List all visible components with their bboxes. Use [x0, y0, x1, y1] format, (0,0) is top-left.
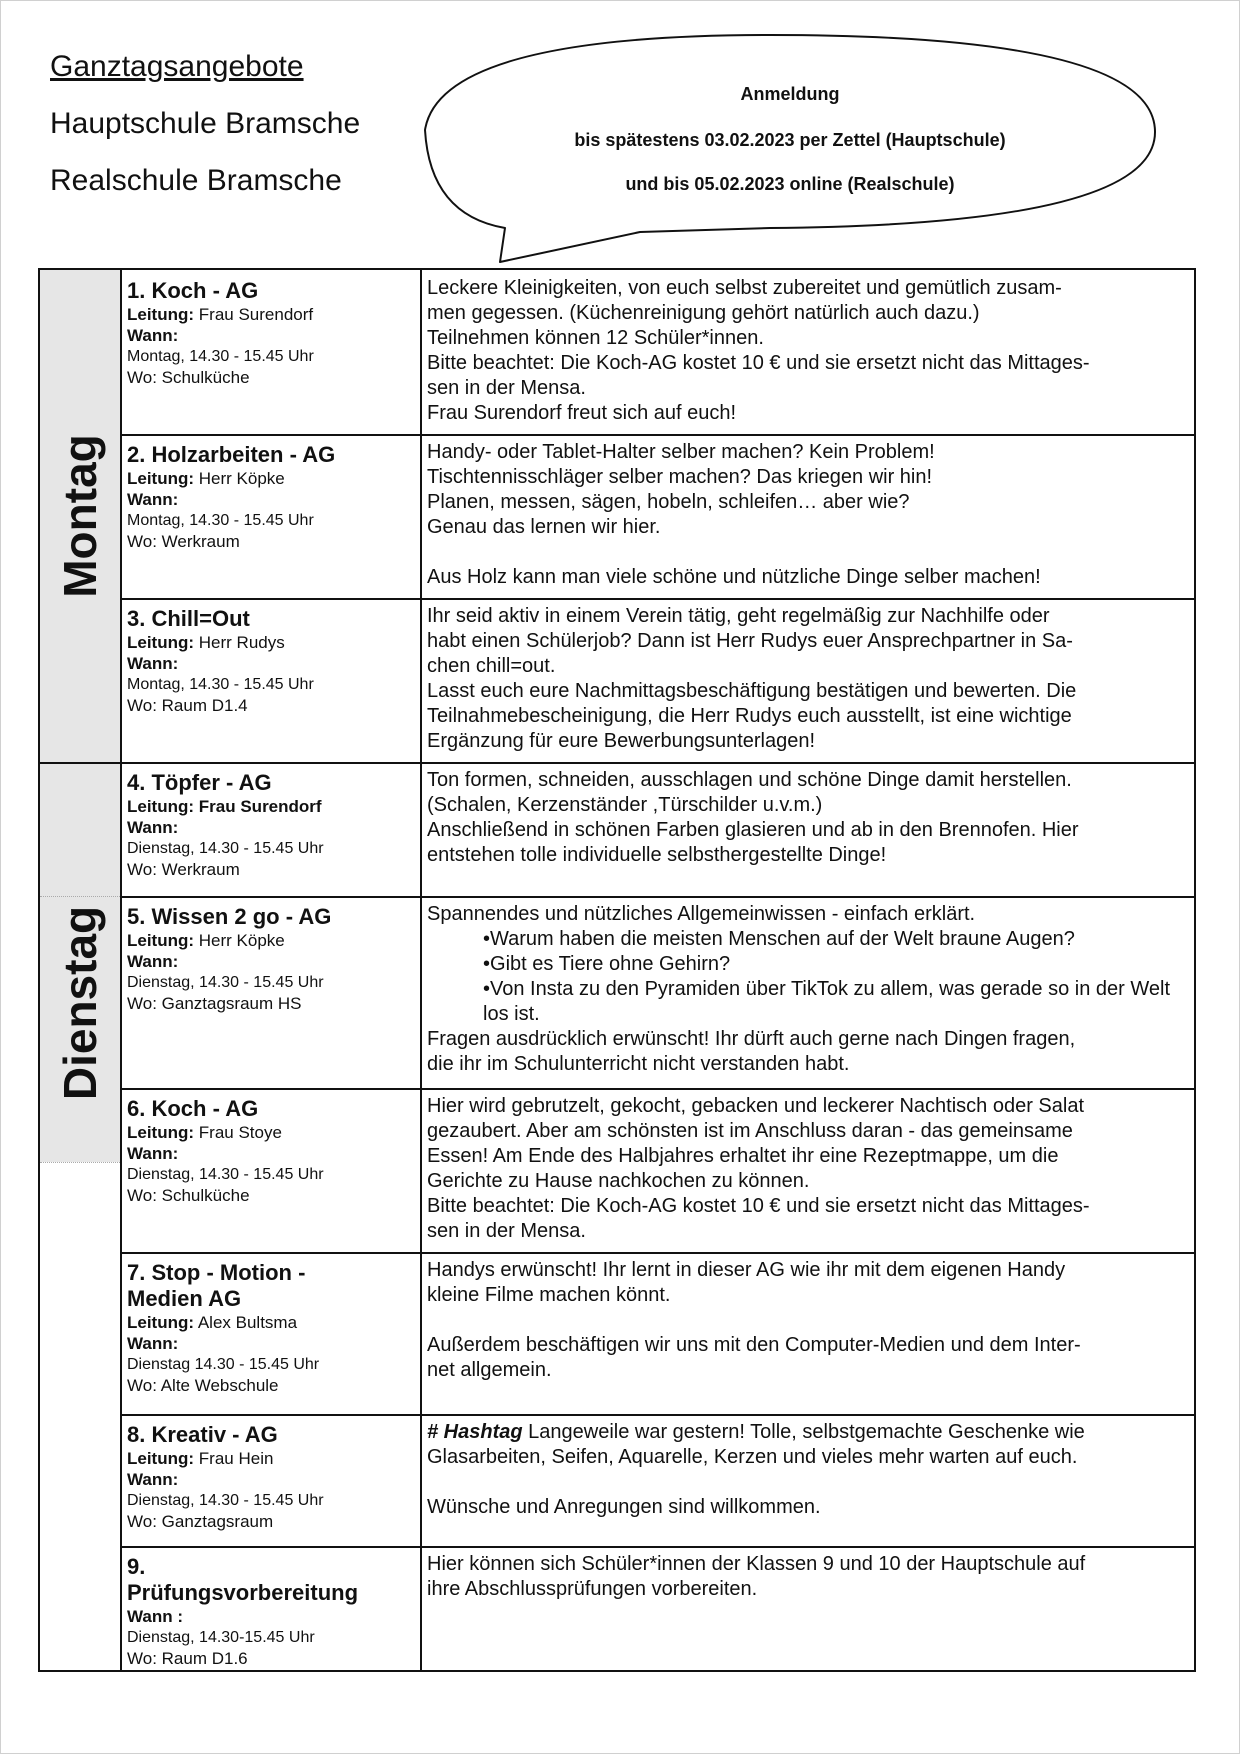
ag-title: 6. Koch - AG: [127, 1096, 259, 1121]
desc-line: Lasst euch eure Nachmittagsbeschäftigung bestätigen und bewerten. Die: [427, 680, 1077, 702]
desc-line: die ihr im Schulunterricht nicht verstanden habt.: [427, 1053, 850, 1075]
ag-location: Wo: Werkraum: [127, 532, 240, 551]
wann-label: Wann:: [127, 1144, 179, 1163]
ag-time: Montag, 14.30 - 15.45 Uhr: [127, 676, 314, 693]
ag-info-9: [127, 1554, 417, 1669]
day-label-dienstag: Dienstag: [54, 905, 106, 1100]
ag-time: Dienstag, 14.30 - 15.45 Uhr: [127, 974, 324, 991]
registration-deadline-rs: und bis 05.02.2023 online (Realschule): [625, 174, 955, 194]
desc-line: Tischtennisschläger selber machen? Das kriegen wir hin!: [427, 466, 933, 488]
desc-line: Außerdem beschäftigen wir uns mit den Computer-Medien und dem Inter-: [427, 1334, 1081, 1356]
wann-label: Wann:: [127, 1470, 179, 1489]
leitung-label: Leitung:: [127, 1123, 195, 1142]
leitung-value: Herr Köpke: [198, 469, 285, 488]
page-title: Ganztagsangebote: [50, 50, 304, 83]
ag-title: 9. Prüfungsvorbereitung: [127, 1554, 359, 1605]
leitung-value: Alex Bultsma: [197, 1313, 298, 1332]
school-name-realschule: Realschule Bramsche: [50, 164, 342, 197]
desc-line: Teilnehmen können 12 Schüler*innen.: [427, 327, 764, 349]
desc-line: Handys erwünscht! Ihr lernt in dieser AG wie ihr mit dem eigenen Handy: [427, 1259, 1066, 1281]
question-list: [427, 927, 1189, 1027]
leitung-label: Leitung:: [127, 305, 195, 324]
leitung-label: Leitung:: [127, 931, 195, 950]
bullet-item: • Warum haben die meisten Menschen auf der Welt braune Augen?: [483, 927, 1189, 952]
leitung-value: Frau Surendorf: [198, 797, 322, 816]
leitung-value: Frau Stoye: [198, 1123, 282, 1142]
day-label-monday: Montag: [54, 434, 106, 598]
ag-info-5: [127, 904, 417, 1014]
desc-line: Hier wird gebrutzelt, gekocht, gebacken und leckerer Nachtisch oder Salat: [427, 1095, 1085, 1117]
column-rule: [420, 270, 422, 1670]
ag-location: Wo: Alte Webschule: [127, 1376, 279, 1395]
leitung-value: Herr Köpke: [198, 931, 285, 950]
row-rule: [120, 1414, 1194, 1416]
ag-info-1: [127, 278, 417, 388]
desc-line: men gegessen. (Küchenreinigung gehört natürlich auch dazu.): [427, 302, 980, 324]
desc-line: (Schalen, Kerzenständer ,Türschilder u.v.m.): [427, 794, 823, 816]
desc-line: net allgemein.: [427, 1359, 552, 1381]
ag-title: 3. Chill=Out: [127, 606, 250, 631]
ag-description-4: [427, 768, 1189, 868]
wann-label: Wann:: [127, 326, 179, 345]
desc-line: Wünsche und Anregungen sind willkommen.: [427, 1496, 821, 1518]
leitung-label: Leitung:: [127, 1313, 195, 1332]
row-rule: [120, 1546, 1194, 1548]
schedule-table: [38, 268, 1196, 1672]
ag-location: Wo: Raum D1.6: [127, 1649, 248, 1668]
desc-line: Ergänzung für eure Bewerbungsunterlagen!: [427, 730, 816, 752]
leitung-label: Leitung:: [127, 633, 195, 652]
wann-label: Wann:: [127, 952, 179, 971]
wann-label: Wann :: [127, 1607, 184, 1626]
ag-location: Wo: Schulküche: [127, 1186, 250, 1205]
ag-location: Wo: Ganztagsraum: [127, 1512, 274, 1531]
ag-info-3: [127, 606, 417, 716]
ag-description-3: [427, 604, 1189, 754]
day-separator-dotted: [40, 1162, 120, 1163]
ag-title: 4. Töpfer - AG: [127, 770, 272, 795]
ag-description-2: [427, 440, 1189, 590]
desc-line: Frau Surendorf freut sich auf euch!: [427, 402, 737, 424]
desc-line: Bitte beachtet: Die Koch-AG kostet 10 € und sie ersetzt nicht das Mittages-: [427, 1195, 1090, 1217]
desc-line: Glasarbeiten, Seifen, Aquarelle, Kerzen und vieles mehr warten auf euch.: [427, 1446, 1078, 1468]
leitung-value: Frau Surendorf: [198, 305, 314, 324]
desc-line: Spannendes und nützliches Allgemeinwissen - einfach erklärt.: [427, 903, 976, 925]
ag-info-7: [127, 1260, 417, 1396]
registration-heading: Anmeldung: [740, 84, 840, 104]
wann-label: Wann:: [127, 654, 179, 673]
leitung-value: Herr Rudys: [198, 633, 285, 652]
ag-time: Montag, 14.30 - 15.45 Uhr: [127, 512, 314, 529]
ag-time: Dienstag, 14.30 - 15.45 Uhr: [127, 1166, 324, 1183]
ag-time: Dienstag 14.30 - 15.45 Uhr: [127, 1356, 320, 1373]
ag-title: 1. Koch - AG: [127, 278, 259, 303]
desc-line: Ton formen, schneiden, ausschlagen und schöne Dinge damit herstellen.: [427, 769, 1072, 791]
desc-line: gezaubert. Aber am schönsten ist im Anschluss daran - das gemeinsame: [427, 1120, 1073, 1142]
desc-line: Bitte beachtet: Die Koch-AG kostet 10 € und sie ersetzt nicht das Mittages-: [427, 352, 1090, 374]
hashtag-label: # Hashtag: [427, 1421, 523, 1443]
ag-location: Wo: Raum D1.4: [127, 696, 248, 715]
ag-title: 2. Holzarbeiten - AG: [127, 442, 336, 467]
desc-line: Aus Holz kann man viele schöne und nützliche Dinge selber machen!: [427, 566, 1041, 588]
leitung-label: Leitung:: [127, 797, 195, 816]
desc-line: Planen, messen, sägen, hobeln, schleifen… aber wie?: [427, 491, 910, 513]
ag-description-5: [427, 902, 1189, 1077]
desc-line: chen chill=out.: [427, 655, 556, 677]
bullet-item: • Von Insta zu den Pyramiden über TikTok zu allem, was gerade so in der Welt los ist.: [483, 977, 1189, 1027]
leitung-label: Leitung:: [127, 469, 195, 488]
ag-info-2: [127, 442, 417, 552]
wann-label: Wann:: [127, 490, 179, 509]
ag-title: 7. Stop - Motion - Medien AG: [127, 1260, 306, 1311]
desc-line: Fragen ausdrücklich erwünscht! Ihr dürft auch gerne nach Dingen fragen,: [427, 1028, 1076, 1050]
ag-time: Dienstag, 14.30-15.45 Uhr: [127, 1629, 315, 1646]
day-cell-dienstag: [40, 764, 120, 1162]
desc-line: Hier können sich Schüler*innen der Klassen 9 und 10 der Hauptschule auf: [427, 1553, 1086, 1575]
row-rule: [120, 598, 1194, 600]
desc-line: Anschließend in schönen Farben glasieren und ab in den Brennofen. Hier: [427, 819, 1079, 841]
ag-location: Wo: Ganztagsraum HS: [127, 994, 302, 1013]
ag-description-6: [427, 1094, 1189, 1244]
row-rule: [120, 1088, 1194, 1090]
column-rule: [120, 270, 122, 1670]
desc-line: Ihr seid aktiv in einem Verein tätig, geht regelmäßig zur Nachhilfe oder: [427, 605, 1050, 627]
row-rule: [120, 762, 1194, 764]
ag-title: 8. Kreativ - AG: [127, 1422, 278, 1447]
desc-line: Teilnahmebescheinigung, die Herr Rudys euch ausstellt, ist eine wichtige: [427, 705, 1072, 727]
ag-location: Wo: Werkraum: [127, 860, 240, 879]
ag-description-9: [427, 1552, 1189, 1602]
wann-label: Wann:: [127, 1334, 179, 1353]
desc-line: Essen! Am Ende des Halbjahres erhaltet ihr eine Rezeptmappe, um die: [427, 1145, 1059, 1167]
ag-description-8: [427, 1420, 1189, 1520]
row-rule: [120, 896, 1194, 898]
desc-line: sen in der Mensa.: [427, 377, 586, 399]
desc-line: ihre Abschlussprüfungen vorbereiten.: [427, 1578, 758, 1600]
desc-line: sen in der Mensa.: [427, 1220, 586, 1242]
leitung-value: Frau Hein: [198, 1449, 274, 1468]
ag-info-8: [127, 1422, 417, 1532]
ag-location: Wo: Schulküche: [127, 368, 250, 387]
leitung-label: Leitung:: [127, 1449, 195, 1468]
row-rule: [120, 434, 1194, 436]
desc-line: entstehen tolle individuelle selbsthergestellte Dinge!: [427, 844, 887, 866]
row-rule: [120, 1252, 1194, 1254]
desc-line: Genau das lernen wir hier.: [427, 516, 661, 538]
registration-deadline-hs: bis spätestens 03.02.2023 per Zettel (Hauptschule): [574, 130, 1006, 150]
day-cell-monday: [40, 270, 120, 762]
desc-line: habt einen Schülerjob? Dann ist Herr Rudys euer Ansprechpartner in Sa-: [427, 630, 1073, 652]
ag-description-7: [427, 1258, 1189, 1383]
desc-line: kleine Filme machen könnt.: [427, 1284, 671, 1306]
desc-line: Langeweile war gestern! Tolle, selbstgemachte Geschenke wie: [522, 1421, 1085, 1443]
ag-time: Dienstag, 14.30 - 15.45 Uhr: [127, 1492, 324, 1509]
desc-line: Leckere Kleinigkeiten, von euch selbst zubereitet und gemütlich zusam-: [427, 277, 1062, 299]
ag-description-1: [427, 276, 1189, 426]
desc-line: Handy- oder Tablet-Halter selber machen? Kein Problem!: [427, 441, 935, 463]
ag-time: Montag, 14.30 - 15.45 Uhr: [127, 348, 314, 365]
school-name-hauptschule: Hauptschule Bramsche: [50, 107, 361, 140]
day-separator-dotted: [40, 896, 120, 897]
desc-line: Gerichte zu Hause nachkochen zu können.: [427, 1170, 810, 1192]
ag-info-6: [127, 1096, 417, 1206]
wann-label: Wann:: [127, 818, 179, 837]
ag-title: 5. Wissen 2 go - AG: [127, 904, 332, 929]
ag-time: Dienstag, 14.30 - 15.45 Uhr: [127, 840, 324, 857]
ag-info-4: [127, 770, 417, 880]
bullet-item: • Gibt es Tiere ohne Gehirn?: [483, 952, 1189, 977]
